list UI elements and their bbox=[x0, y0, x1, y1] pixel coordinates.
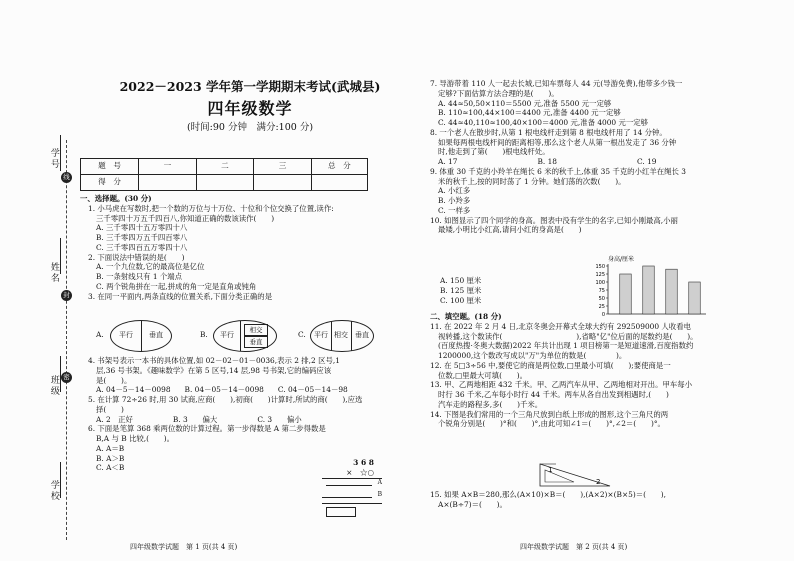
question-text: 最矮,小明比小红高,请问小红的身高是( ) bbox=[438, 225, 582, 235]
question-text: 12. 在 5□3÷56 中,要使它的商是两位数,□里最小可填( );要使商是一 bbox=[430, 360, 671, 370]
name-label: 姓名 bbox=[48, 262, 59, 284]
name-blank[interactable] bbox=[60, 238, 61, 274]
question-text: 5. 在计算 72÷26 时,用 30 试商,应商( ),初商( )计算时,所试的商( ),应选 bbox=[88, 395, 363, 405]
chart-y-tick-label: 150 bbox=[595, 264, 605, 270]
chart-bar bbox=[643, 266, 655, 314]
chart-y-tick-label: 125 bbox=[595, 272, 605, 278]
page-footer-right: 四年级数学试题 第 2 页(共 4 页) bbox=[520, 543, 628, 551]
question-text: 8. 一个老人在散步时,从第 1 根电线杆走到第 8 根电线杆用了 14 分钟。 bbox=[430, 127, 667, 137]
option-text: A. 04－5－14－0098 bbox=[96, 385, 171, 395]
q10-options bbox=[440, 276, 560, 305]
school-label: 学校 bbox=[48, 480, 59, 502]
chart-y-tick-label: 0 bbox=[601, 312, 605, 318]
option-text: C. 44≈40,110≈100,40×100＝4000 元,准备 4000 元一定够 bbox=[438, 118, 649, 128]
option-row bbox=[430, 157, 776, 167]
oval-text: 平行 bbox=[220, 331, 234, 340]
page-footer-left: 四年级数学试题 第 1 页(共 4 页) bbox=[130, 543, 238, 551]
question-text: 6. 下面是笔算 368 乘两位数的计算过程。第一步得数是 A 第二步得数是 bbox=[88, 424, 326, 434]
option-text: C. 3 偏小 bbox=[257, 414, 302, 424]
height-bar-chart bbox=[588, 252, 712, 320]
option-text: B. 小羚多 bbox=[438, 196, 471, 206]
question-text: 时行 36 千米,乙车每小时行 44 千米。两车从各自出发到相遇时,( ) bbox=[438, 390, 669, 400]
option-text: A. 三千零四十五万零四十八 bbox=[96, 223, 188, 233]
question-text: A×(B÷7)＝( )。 bbox=[438, 499, 507, 509]
oval-text: 平行 bbox=[314, 331, 328, 340]
oval-text: 垂直 bbox=[355, 331, 369, 340]
question-text: 2. 下面说法中错误的是( ) bbox=[88, 252, 185, 262]
section-choice-left-2 bbox=[80, 356, 420, 473]
option-text: C. 两个锐角拼在一起,拼成的角一定是直角或钝角 bbox=[96, 281, 257, 291]
score-row-label: 得 分 bbox=[81, 175, 139, 191]
option-b-label: B. bbox=[200, 330, 208, 339]
question-text: 如果每两根电线杆间的距离相等,那么这个老人从第一根出发走了 36 分钟 bbox=[438, 137, 677, 147]
score-cell[interactable] bbox=[139, 175, 197, 191]
chart-y-tick-label: 25 bbox=[598, 304, 605, 310]
classification-oval-b bbox=[213, 320, 277, 352]
chart-y-tick-label: 50 bbox=[598, 296, 605, 302]
question-text: 10. 如图显示了四个同学的身高。图表中没有学生的名字,已知小刚最高,小丽 bbox=[430, 215, 678, 225]
option-text: B. 110≈100,44×100＝4400 元,准备 4400 元一定够 bbox=[438, 108, 621, 118]
question-text: 层,36 号书架。《趣味数学》在第 5 区号,14 层,98 号书架,它的编码应该 bbox=[96, 365, 332, 375]
option-text: C. 100 厘米 bbox=[440, 295, 482, 305]
question-text: 3. 在同一平面内,两条直线的位置关系,下面分类正确的是 bbox=[88, 291, 273, 301]
option-text: C. A＜B bbox=[96, 463, 125, 473]
oval-text: 相交 bbox=[334, 331, 348, 340]
seal-seal-mark: 封 bbox=[61, 290, 72, 301]
angle-2-label: 2 bbox=[596, 478, 601, 486]
calc-b-label: B bbox=[377, 490, 382, 498]
option-text: A. 17 bbox=[438, 157, 458, 167]
option-text: A. 2 正好 bbox=[96, 414, 133, 424]
question-text: 15. 如果 A×B＝280,那么(A×10)×B＝( ),(A×2)×(B×5)＝( ), bbox=[430, 490, 667, 499]
triangle-ruler-figure bbox=[536, 460, 616, 490]
angle-1-label: 1 bbox=[548, 466, 553, 474]
binding-line bbox=[66, 140, 67, 540]
question-text: B,A 与 B 比较,( )。 bbox=[96, 434, 175, 444]
question-text: 视转播,这个数读作( ),省略"亿"位后面的尾数约是( )。 bbox=[438, 331, 698, 341]
chart-y-axis-label: 身高/厘米 bbox=[608, 256, 635, 263]
question-text: 11. 在 2022 年 2 月 4 日,北京冬奥会开幕式全球大约有 292509000 人收看电 bbox=[430, 321, 691, 331]
option-text: B. 04－05－14－0098 bbox=[184, 385, 264, 395]
score-cell[interactable] bbox=[196, 175, 254, 191]
option-row bbox=[80, 415, 420, 425]
question-text: 4. 书架号表示一本书的具体位置,如 02－02－01－0036,表示 2 排,2 区号,1 bbox=[88, 356, 340, 365]
chart-y-tick-label: 75 bbox=[598, 288, 605, 294]
option-text: C. 04－05－14－98 bbox=[277, 385, 348, 395]
option-text: A. 150 厘米 bbox=[440, 276, 482, 285]
question-text: 9. 体重 30 千克的小羚羊在绳长 6 米的秋千上,体重 35 千克的小红羊在绳长 3 bbox=[430, 166, 686, 176]
section-title: 二、填空题。(18 分) bbox=[430, 312, 502, 321]
score-table bbox=[80, 158, 368, 191]
section-fill-blank bbox=[430, 312, 776, 429]
seal-line-mark: 线 bbox=[61, 172, 72, 183]
multiplication-diagram bbox=[322, 458, 382, 517]
section-title: 一、选择题。(30 分) bbox=[80, 194, 152, 203]
class-label: 班级 bbox=[48, 375, 59, 397]
oval-text: 垂直 bbox=[244, 336, 268, 348]
option-text: A. 44≈50,50×110＝5500 元,准备 5500 元一定够 bbox=[438, 98, 612, 108]
question-text: 1. 小马虎在写数时,把一个数的万位与十万位、十位和个位交换了位置,读作: bbox=[88, 203, 334, 213]
question-text: 7. 导游带着 110 人一起去长城,已知车票每人 44 元(导游免费),他带多少钱一 bbox=[430, 79, 683, 88]
question-text: 14. 下图是我们常用的一个三角尺放到白纸上形成的图形,这个三角尺的两 bbox=[430, 409, 669, 419]
oval-text: 相交 bbox=[244, 324, 268, 336]
chart-bar bbox=[666, 269, 678, 314]
chart-bar bbox=[689, 282, 701, 314]
score-header-cell: 三 bbox=[254, 159, 312, 175]
question-text: 是( )。 bbox=[96, 375, 132, 385]
option-text: A. A＝B bbox=[96, 443, 125, 453]
option-a-label: A. bbox=[96, 330, 104, 339]
question-text: 个锐角分别是( )°和( )°,由此可知∠1＝( )°,∠2＝( )°。 bbox=[438, 419, 665, 429]
question-text: 1200000,这个数改写成以"万"为单位的数是( )。 bbox=[438, 351, 627, 361]
exam-subject: 四年级数学 bbox=[207, 99, 293, 118]
score-header-cell: 一 bbox=[139, 159, 197, 175]
score-header-cell: 题 号 bbox=[81, 159, 139, 175]
option-text: C. 19 bbox=[637, 157, 657, 167]
calc-mult: × ☆○ bbox=[322, 468, 382, 479]
score-cell[interactable] bbox=[254, 175, 312, 191]
calc-top: 3 6 8 bbox=[353, 458, 374, 467]
question-text: 时,他走到了第( )根电线杆处。 bbox=[438, 147, 550, 157]
question-text: 择( ) bbox=[96, 404, 124, 414]
score-header-cell: 总 分 bbox=[311, 159, 367, 175]
question-text: 三千零四十万五千四百八,你知道正确的数该读作( ) bbox=[96, 213, 275, 223]
school-blank[interactable] bbox=[60, 462, 61, 498]
question-text: 米的秋千上,按的同时荡了 1 分钟。她们荡的次数( )。 bbox=[438, 176, 626, 186]
exam-title: 2022－2023 学年第一学期期末考试(武城县) bbox=[119, 79, 381, 94]
option-text: B. 3 偏大 bbox=[172, 414, 218, 424]
question-text: (百度热搜·冬奥大数据)2022 年共计出现 1 项目榜第一是短道速滑,百度指数约 bbox=[438, 341, 694, 351]
option-c-label: C. bbox=[298, 330, 306, 339]
question-text: 定够?下面估算方法合理的是( )。 bbox=[438, 88, 559, 98]
score-header-cell: 二 bbox=[196, 159, 254, 175]
calc-a-label: A bbox=[377, 478, 382, 486]
option-text: B. 一条射线只有 1 个端点 bbox=[96, 272, 183, 282]
option-text: B. 125 厘米 bbox=[440, 285, 482, 295]
section-choice-right bbox=[430, 79, 776, 235]
question-text: 13. 甲、乙两地相距 432 千米。甲、乙两汽车从甲、乙两地相对开出。甲车每小 bbox=[430, 380, 693, 390]
oval-text: 平行 bbox=[119, 331, 133, 340]
chart-bar bbox=[620, 274, 632, 314]
option-text: A. 小红多 bbox=[438, 186, 471, 196]
seal-secret-mark: 密 bbox=[61, 372, 72, 383]
question-15 bbox=[430, 490, 776, 510]
question-text: 位数,□里最大可填( )。 bbox=[438, 370, 528, 380]
option-text: A. 一个九位数,它的最高位是亿位 bbox=[96, 262, 205, 272]
exam-time-info: (时间:90 分钟 满分:100 分) bbox=[186, 122, 314, 133]
option-text: B. 三千零四万五千四百零八 bbox=[96, 233, 188, 243]
question-text: 汽车走的路程多,多( )千米。 bbox=[438, 399, 543, 409]
option-row bbox=[80, 385, 420, 395]
classification-oval-c bbox=[310, 320, 374, 352]
section-choice-left bbox=[80, 194, 420, 301]
classification-oval-a bbox=[110, 320, 172, 352]
oval-text: 垂直 bbox=[149, 331, 163, 340]
student-number-label: 学号 bbox=[48, 148, 59, 170]
chart-y-tick-label: 100 bbox=[595, 280, 605, 286]
option-text: B. 18 bbox=[537, 157, 557, 167]
option-text: C. 一样多 bbox=[438, 205, 471, 215]
option-text: C. 三千零四百五万零四十八 bbox=[96, 242, 188, 252]
option-text: B. A＞B bbox=[96, 453, 125, 463]
student-number-blank[interactable] bbox=[60, 135, 61, 171]
score-cell[interactable] bbox=[311, 175, 367, 191]
